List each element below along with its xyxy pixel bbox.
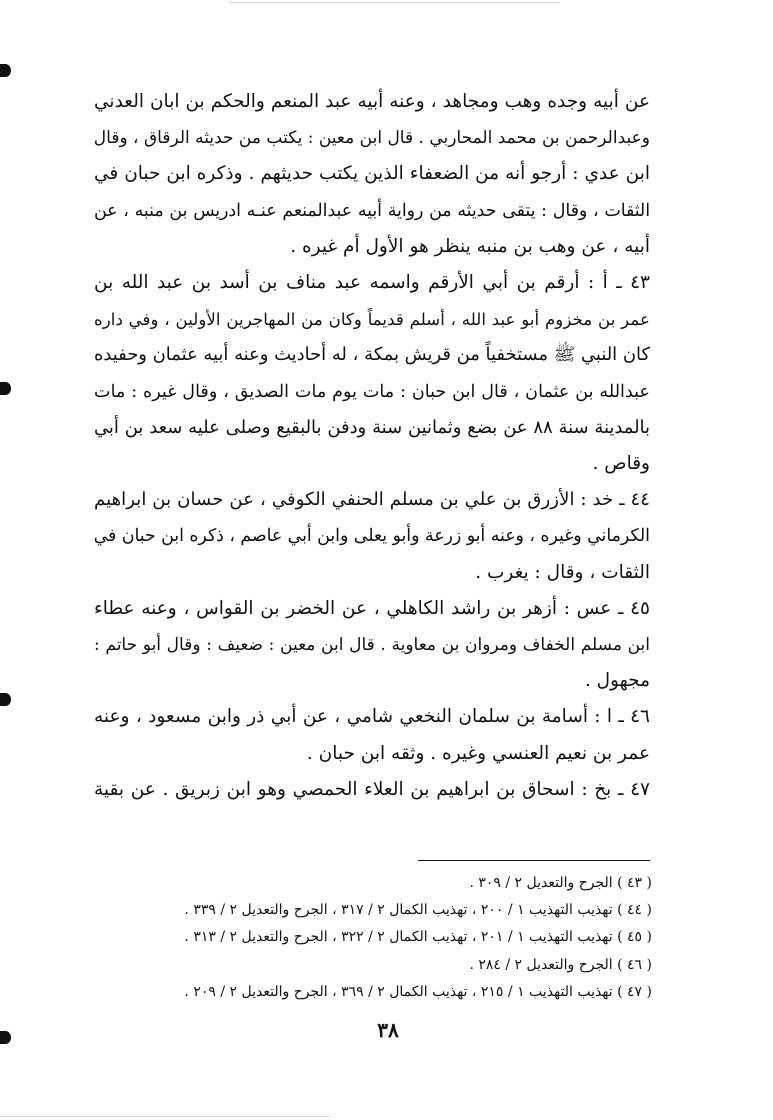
main-text [94, 84, 650, 808]
text-line: وقاص . [592, 453, 650, 475]
text-line: عبدالله بن عثمان ، قال ابن حبان : مات يوم مات الصديق ، وقال غيره : مات [94, 381, 650, 402]
text-line: ابن عدي : أرجو أنه من الضعفاء الذين يكتب حديثهم . وذكره ابن حبان في [94, 163, 650, 185]
footnote: ( ٤٦ ) الجرح والتعديل ٢ / ٢٨٤ . [469, 956, 652, 973]
footnote-separator [418, 860, 650, 861]
entry-heading-line: ٤٦ ـ ا : أسامة بن سلمان النخعي شامي ، عن أبي ذر وابن مسعود ، وعنه [94, 706, 650, 728]
text-line: مجهول . [584, 670, 650, 692]
text-line: عن أبيه وجده وهب ومجاهد ، وعنه أبيه عبد المنعم والحكم بن ابان العدني [94, 91, 650, 112]
text-line: عمر بن نعيم العنسي وغيره . وثقه ابن حبان . [306, 742, 650, 764]
scan-top-border [230, 2, 560, 3]
footnote: ( ٤٥ ) تهذيب التهذيب ١ / ٢٠١ ، تهذيب الكمال ٢ / ٣٢٢ ، الجرح والتعديل ٢ / ٣١٣ . [184, 929, 652, 946]
text-line: الثقات ، وقال : يغرب . [475, 561, 650, 583]
page-number: ٣٨ [377, 1018, 399, 1042]
text-line: عمر بن مخزوم أبو عبد الله ، أسلم قديماً وكان من المهاجرين الأولين ، وفي داره [94, 309, 650, 330]
entry-heading-line: ٤٧ ـ بخ : اسحاق بن ابراهيم بن العلاء الحمصي وهو ابن زبريق . عن بقية [94, 778, 650, 800]
text-line: ابن مسلم الخفاف ومروان بن معاوية . قال ابن معين : ضعيف : وقال أبو حاتم : [94, 635, 650, 656]
binding-hole-mark [0, 1031, 11, 1044]
footnote: ( ٤٤ ) تهذيب التهذيب ١ / ٢٠٠ ، تهذيب الكمال ٢ / ٣١٧ ، الجرح والتعديل ٢ / ٣٣٩ . [184, 902, 652, 919]
text-line: كان النبي ﷺ مستخفياً من قريش بمكة ، له أحاديث وعنه أبيه عثمان وحفيده [94, 344, 650, 366]
entry-paragraph [94, 482, 650, 591]
entry-heading-line: ٤٤ ـ خد : الأزرق بن علي بن مسلم الحنفي الكوفي ، عن حسان بن ابراهيم [94, 489, 650, 511]
entry-heading-line: ٤٥ ـ عس : أزهر بن راشد الكاهلي ، عن الخضر بن القواس ، وعنه عطاء [94, 597, 650, 619]
binding-hole-mark [0, 382, 11, 395]
entry-paragraph [94, 772, 650, 808]
binding-hole-mark [0, 64, 11, 77]
entry-paragraph [94, 265, 650, 482]
binding-hole-mark [0, 693, 11, 706]
text-line: وعبدالرحمن بن محمد المحاربي . قال ابن معين : يكتب من حديثه الرقاق ، وقال [93, 128, 650, 149]
footnote: ( ٤٣ ) الجرح والتعديل ٢ / ٣٠٩ . [469, 875, 652, 891]
entry-heading-line: ٤٣ ـ أ : أرقم بن أبي الأرقم واسمه عبد مناف بن أسد بن عبد الله بن [94, 272, 650, 294]
entry-paragraph [94, 699, 650, 771]
scan-bottom-border [0, 1116, 330, 1117]
text-line: الكرماني وغيره ، وعنه أبو زرعة وأبو يعلى وابن أبي عاصم ، ذكره ابن حبان في [93, 526, 650, 547]
text-line: أبيه ، عن وهب بن منبه ينظر هو الأول أم غيره . [290, 235, 650, 257]
footnote: ( ٤٧ ) تهذيب التهذيب ١ / ٢١٥ ، تهذيب الكمال ٢ / ٣٦٩ ، الجرح والتعديل ٢ / ٢٠٩ . [184, 983, 652, 1000]
text-line: الثقات ، وقال : يتقى حديثه من رواية أبيه عبدالمنعم عنـه ادريس بن منبه ، عن [94, 200, 650, 221]
entry-paragraph [94, 84, 650, 265]
entry-paragraph [94, 591, 650, 700]
text-line: بالمدينة سنة ٨٨ عن بضع وثمانين سنة ودفن بالبقيع وصلى عليه سعد بن أبي [94, 416, 650, 438]
footnotes [150, 870, 652, 1006]
